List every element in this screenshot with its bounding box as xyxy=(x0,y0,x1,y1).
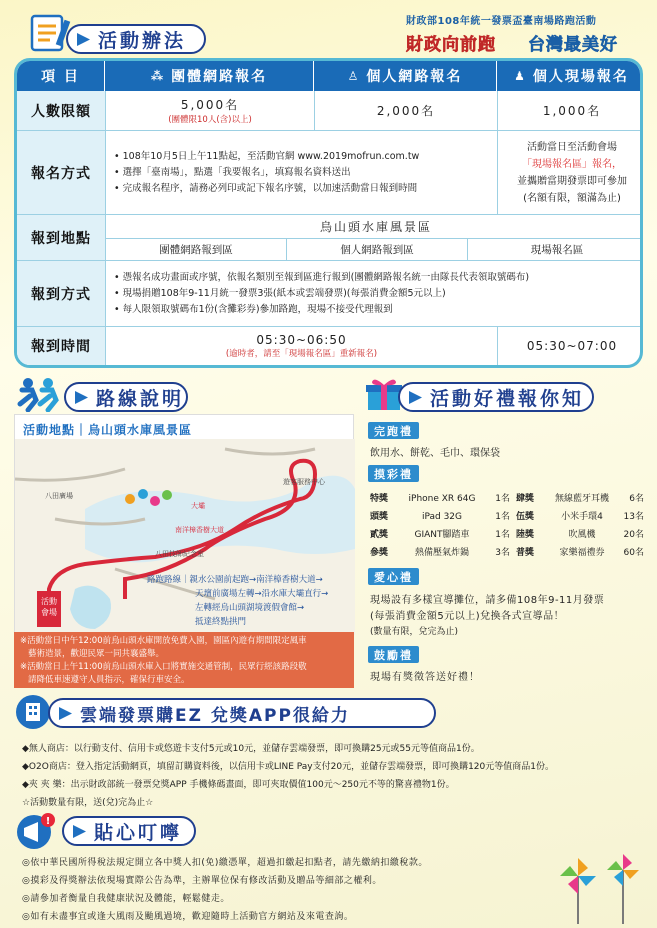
prize-count: 20名 xyxy=(623,530,644,540)
route-description: 路跑路線｜親水公園前起跑→南洋樟香樹大道→ 天壇前廣場左轉→沿水庫大壩直行→ 左轉經烏山頭湖境渡假會館→ 抵達終點拱門 xyxy=(147,575,329,627)
method-bullet: • 完成報名程序，請務必列印或記下報名序號，以加速活動當日報到時間 xyxy=(114,182,418,194)
love-gift-line-1: 現場設有多樣宣導攤位，請多備108年9-11月發票 xyxy=(370,595,605,606)
svg-text:!: ! xyxy=(45,816,51,827)
group-icon: ⁂ xyxy=(150,69,166,83)
row-label-quota: 人數限額 xyxy=(17,91,105,131)
building-icon xyxy=(14,694,52,730)
cell-quota-group: 5,000名 (團體限10人(含)以上) xyxy=(105,91,314,131)
map-label-plaza: 八田廣場 xyxy=(45,492,73,500)
th-individual-onsite: ♟ 個人現場報名 xyxy=(514,69,629,85)
section-title-gifts: 活動好禮報你知 xyxy=(398,382,594,412)
checkin-bullet: • 憑報名成功畫面或序號，依報名類別至報到區進行報到(團體網路報名統一由隊長代表領取號碼布) xyxy=(114,271,530,283)
prize-item: 小米手環4 xyxy=(561,512,603,522)
arrow-icon xyxy=(77,33,90,46)
prize-count: 13名 xyxy=(623,512,644,522)
section-title-route: 路線說明 xyxy=(64,382,188,412)
prize-row xyxy=(516,490,644,508)
row-label-method: 報名方式 xyxy=(17,131,105,215)
cell-checkin xyxy=(105,261,643,327)
love-gift-note: (數量有限，兌完為止) xyxy=(370,627,459,637)
map-label-start-a: 活動 xyxy=(41,597,57,606)
app-line-unmanned: ◆無人商店：以行動支付、信用卡或悠遊卡支付5元或10元，並儲存雲端發票，即可換購25元或55元等值商品1份。 xyxy=(22,744,480,754)
prize-row xyxy=(370,544,510,562)
reminder-line: ◎如有未盡事宜或逢大風雨及颱風過境，歡迎隨時上活動官方網站及來電查詢。 xyxy=(22,912,354,922)
cell-location-area-onsite: 現場報名區 xyxy=(467,239,643,261)
person-icon: ♟ xyxy=(514,69,527,83)
arrow-icon xyxy=(59,707,72,720)
love-gift-line-2: (每張消費金額5元以上)兌換各式宣導品！ xyxy=(370,611,565,622)
prize-rank: 頭獎 xyxy=(370,512,389,522)
cell-location-area-individual: 個人網路報到區 xyxy=(286,239,467,261)
app-line-claw: ◆夾 夾 樂：出示財政部統一發票兌獎APP 手機條碼畫面，即可夾取價值100元～250元不等的驚喜禮物1份。 xyxy=(22,780,455,790)
prize-count: 1名 xyxy=(495,494,510,504)
table-header xyxy=(17,61,640,91)
route-notes: ※活動當日中午12:00前烏山頭水庫開放免費入園，園區內遊有期間限定風車 藝術造景，歡迎民眾一同共襄盛舉。 ※活動當日上午11:00前烏山頭水庫入口將實施交通管制，民眾行經該路段敬 請降低車速遵守人員指示，確保行車安全。 xyxy=(14,632,354,688)
cell-location-area-group: 團體網路報到區 xyxy=(105,239,286,261)
org-line: 財政部108年統一發票盃臺南場路跑活動 xyxy=(406,16,597,27)
prize-list-right xyxy=(516,490,644,562)
cell-location-venue: 烏山頭水庫風景區 xyxy=(105,215,643,239)
prize-row xyxy=(370,490,510,508)
prize-item: 吹風機 xyxy=(568,530,596,540)
arrow-icon xyxy=(73,825,86,838)
arrow-icon xyxy=(409,391,422,404)
app-note: ☆活動數量有限，送(兌)完為止☆ xyxy=(22,798,154,808)
megaphone-icon xyxy=(14,810,58,850)
cell-time-online: 05:30~06:50 (逾時者，請至「現場報名區」重新報名) xyxy=(105,327,497,365)
row-label-checkin: 報到方式 xyxy=(17,261,105,327)
prize-rank: 伍獎 xyxy=(516,512,535,522)
reminder-line: ◎請參加者衡量自我健康狀況及體能，輕鬆健走。 xyxy=(22,894,230,904)
prize-item: 家樂福禮券 xyxy=(559,548,605,558)
map-label-nanyang: 南洋樟香樹大道 xyxy=(175,526,224,534)
prize-row xyxy=(516,526,644,544)
registration-table xyxy=(14,58,643,368)
prize-rank: 貳獎 xyxy=(370,530,389,540)
reminder-line: ◎摸彩及得獎辦法依現場實際公告為準，主辦單位保有修改活動及贈品等細部之權利。 xyxy=(22,876,382,886)
checkin-bullet: • 現場捐贈108年9-11月統一發票3張(紙本或雲端發票)(每張消費金額5元以上) xyxy=(114,287,446,299)
cell-quota-individual-onsite: 1,000名 xyxy=(497,91,643,131)
section-title-reminder: 貼心叮嚀 xyxy=(62,816,196,846)
prize-item: 無線藍牙耳機 xyxy=(554,494,609,504)
th-item: 項 目 xyxy=(17,61,105,91)
map-label-dam: 大壩 xyxy=(191,502,205,510)
prize-item: iPhone XR 64G xyxy=(408,494,476,504)
slogan-left: 財政向前跑 xyxy=(406,35,496,55)
prize-row xyxy=(516,544,644,562)
tag-lottery-gift: 摸彩禮 xyxy=(368,465,419,482)
checkin-bullet: • 每人限領取號碼布1份(含攤彩券)參加路跑，現場不接受代理報到 xyxy=(114,303,393,315)
prize-row xyxy=(516,508,644,526)
th-group-online: ⁂ 團體網路報名 xyxy=(105,61,314,91)
tag-encourage-gift: 鼓勵禮 xyxy=(368,646,419,663)
map-location-title: 活動地點｜烏山頭水庫風景區 xyxy=(23,423,193,437)
person-outline-icon: ♙ xyxy=(347,69,361,83)
pinwheel-decoration-icon xyxy=(548,846,648,924)
prize-count: 3名 xyxy=(495,548,510,558)
slogan-right: 台灣最美好 xyxy=(528,35,618,55)
section-title-app: 雲端發票購EZ 兌獎APP很給力 xyxy=(48,698,436,728)
encourage-gift-text: 現場有獎徵答送好禮！ xyxy=(370,672,480,683)
th-individual-online: ♙ 個人網路報名 xyxy=(314,61,497,91)
app-line-o2o: ◆O2O商店：登入指定活動網頁，填留訂購資料後，以信用卡或LINE Pay支付20元，並儲存雲端發票，即可換購120元等值商品1份。 xyxy=(22,762,554,772)
prize-rank: 肆獎 xyxy=(516,494,535,504)
prize-count: 60名 xyxy=(623,548,644,558)
prize-rank: 普獎 xyxy=(516,548,535,558)
cell-quota-individual-online: 2,000名 xyxy=(314,91,497,131)
row-label-time: 報到時間 xyxy=(17,327,105,365)
tag-finish-gift: 完跑禮 xyxy=(368,422,419,439)
cell-method-online xyxy=(105,131,497,215)
method-bullet: • 選擇「臺南場」，點選「我要報名」，填寫報名資料送出 xyxy=(114,166,351,178)
cell-time-onsite: 05:30~07:00 xyxy=(497,327,643,365)
prize-row xyxy=(370,508,510,526)
prize-item: GIANT腳踏車 xyxy=(414,530,470,540)
arrow-icon xyxy=(75,391,88,404)
tag-love-gift: 愛心禮 xyxy=(368,568,419,585)
prize-count: 1名 xyxy=(495,512,510,522)
reminder-line: ◎依中華民國所得稅法規定開立各中獎人扣(免)繳憑單，超過扣繳起扣點者，請先繳納扣繳稅款。 xyxy=(22,858,428,868)
row-label-location: 報到地點 xyxy=(17,215,105,261)
section-title-activity: 活動辦法 xyxy=(66,24,206,54)
prize-list-left xyxy=(370,490,510,562)
prize-row xyxy=(370,526,510,544)
map-label-start-b: 會場 xyxy=(41,608,57,617)
map-label-monument: 八田技師紀念室 xyxy=(155,550,204,558)
finish-gift-text: 飲用水、餅乾、毛巾、環保袋 xyxy=(370,448,500,459)
prize-item: iPad 32G xyxy=(421,512,463,522)
prize-rank: 特獎 xyxy=(370,494,389,504)
runners-icon xyxy=(16,376,70,412)
prize-rank: 陸獎 xyxy=(516,530,535,540)
map-label-visitor: 遊客服務中心 xyxy=(283,478,325,486)
prize-item: 熱備壓氣炸鍋 xyxy=(414,548,469,558)
prize-count: 6名 xyxy=(629,494,644,504)
cell-method-onsite: 活動當日至活動會場 「現場報名區」報名， 並攜贈當期發票即可參加 (名額有限，額滿為止) xyxy=(497,131,643,215)
prize-rank: 參獎 xyxy=(370,548,389,558)
prize-count: 1名 xyxy=(495,530,510,540)
method-bullet: • 108年10月5日上午11點起，至活動官網 www.2019mofrun.com.tw xyxy=(114,150,420,162)
